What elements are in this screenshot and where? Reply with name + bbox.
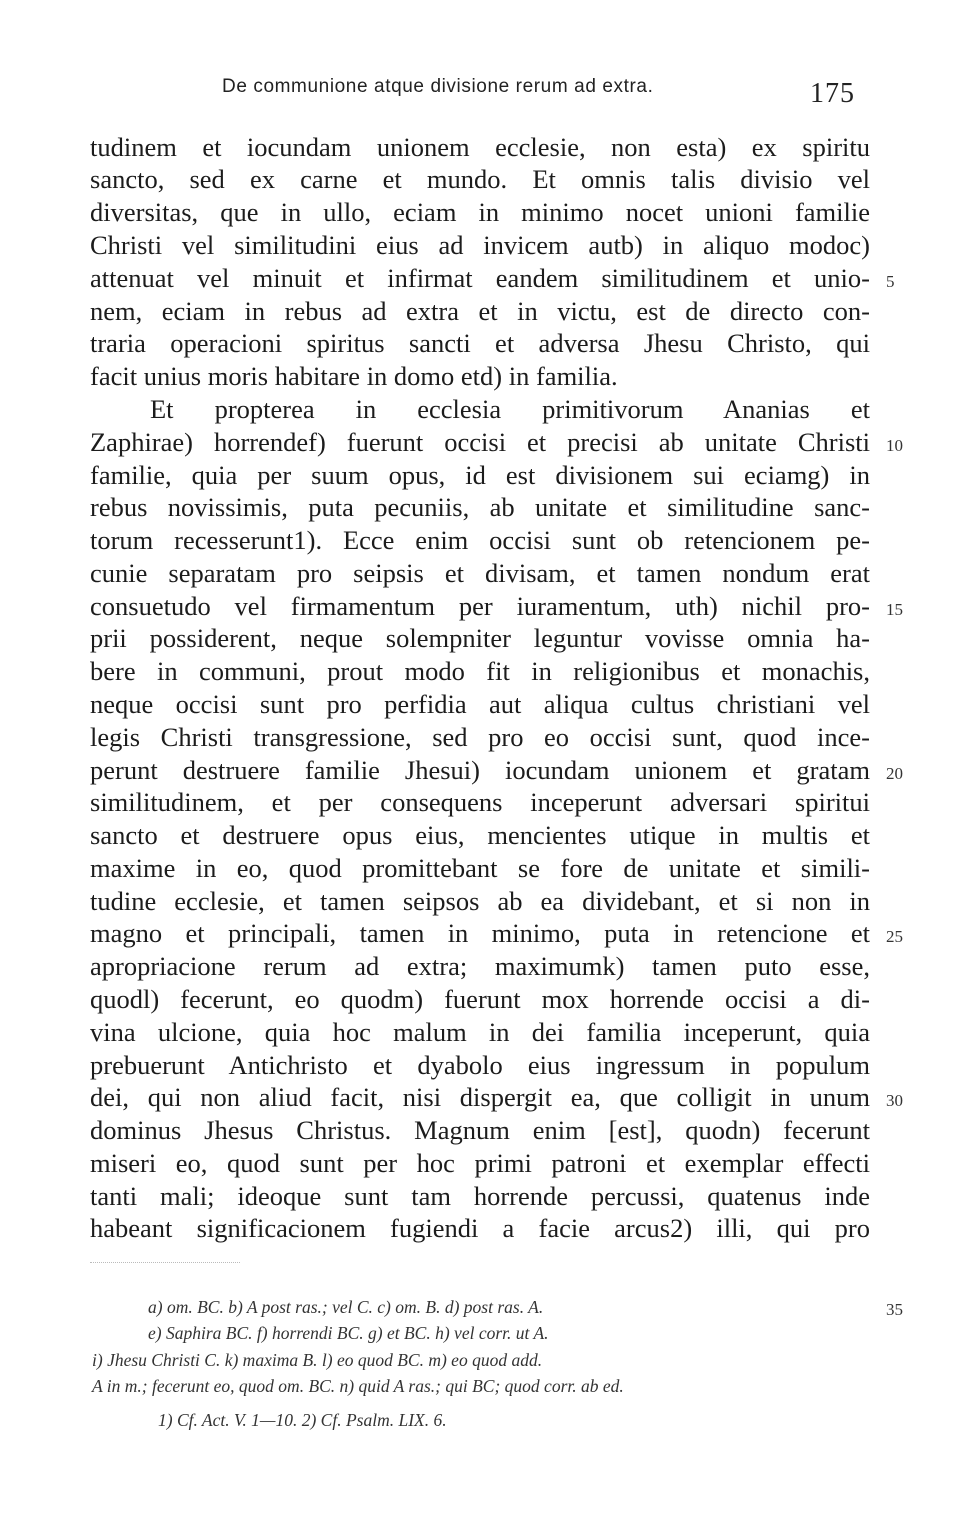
line-number: 15 [886,600,903,619]
text-line: tudine ecclesie, et tamen seipsos ab ea dividebant, et si non in [90,886,870,916]
footnote-line: i) Jhesu Christi C. k) maxima B. l) eo quod BC. m) eo quod add. [92,1350,543,1370]
line-number: 30 [886,1091,903,1110]
text-line: prebuerunt Antichristo et dyabolo eius ingressum in populum [90,1050,870,1080]
text-line: dominus Jhesus Christus. Magnum enim [est], quodn) fecerunt [90,1115,870,1145]
text-line: familie, quia per suum opus, id est divisionem sui eciamg) in [90,460,870,490]
line-number: 10 [886,436,903,455]
text-line: apropriacione rerum ad extra; maximumk) tamen puto esse, [90,951,870,981]
source-note: 1) Cf. Act. V. 1—10. 2) Cf. Psalm. LIX. 6. [158,1410,447,1430]
text-line: dei, qui non aliud facit, nisi dispergit ea, que colligit in unum [90,1082,870,1112]
footnote-line: A in m.; fecerunt eo, quod om. BC. n) quid A ras.; qui BC; quod corr. ab ed. [92,1376,624,1396]
text-line: miseri eo, quod sunt per hoc primi patroni et exemplar effecti [90,1148,870,1178]
text-line: similitudinem, et per consequens inceperunt adversari spiritui [90,787,870,817]
page-number: 175 [810,78,855,109]
text-line: legis Christi transgressione, sed pro eo occisi sunt, quod ince- [90,722,870,752]
text-line: facit unius moris habitare in domo etd) in familia. [90,361,618,391]
text-line: diversitas, que in ullo, eciam in minimo nocet unioni familie [90,197,870,227]
footnote-line: a) om. BC. b) A post ras.; vel C. c) om. B. d) post ras. A. [148,1297,544,1317]
text-line: torum recesserunt1). Ecce enim occisi sunt ob retencionem pe- [90,525,870,555]
line-number: 35 [886,1300,903,1319]
text-line: sancto, sed ex carne et mundo. Et omnis talis divisio vel [90,164,870,194]
text-line: Et propterea in ecclesia primitivorum Ananias et [150,394,870,424]
running-header: De communione atque divisione rerum ad extra. [222,76,654,97]
footnote-line: e) Saphira BC. f) horrendi BC. g) et BC. h) vel corr. ut A. [148,1323,549,1343]
text-line: perunt destruere familie Jhesui) iocundam unionem et gratam [90,755,870,785]
text-line: nem, eciam in rebus ad extra et in victu, est de directo con- [90,296,870,326]
text-line: quodl) fecerunt, eo quodm) fuerunt mox horrende occisi a di- [90,984,870,1014]
text-line: Zaphirae) horrendef) fuerunt occisi et precisi ab unitate Christi [90,427,870,457]
text-line: attenuat vel minuit et infirmat eandem similitudinem et unio- [90,263,870,293]
footnote-separator [90,1262,240,1263]
text-line: tudinem et iocundam unionem ecclesie, non esta) ex spiritu [90,132,870,162]
text-line: Christi vel similitudini eius ad invicem autb) in aliquo modoc) [90,230,870,260]
text-line: maxime in eo, quod promittebant se fore de unitate et simili- [90,853,870,883]
text-line: tanti mali; ideoque sunt tam horrende percussi, quatenus inde [90,1181,870,1211]
text-line: rebus novissimis, puta pecuniis, ab unitate et similitudine sanc- [90,492,870,522]
text-line: prii possiderent, neque solempniter leguntur vovisse omnia ha- [90,623,870,653]
text-line: habeant significacionem fugiendi a facie arcus2) illi, qui pro [90,1213,870,1243]
text-line: neque occisi sunt pro perfidia aut aliqua cultus christiani vel [90,689,870,719]
text-line: cunie separatam pro seipsis et divisam, et tamen nondum erat [90,558,870,588]
text-line: traria operacioni spiritus sancti et adversa Jhesu Christo, qui [90,328,870,358]
text-line: magno et principali, tamen in minimo, puta in retencione et [90,918,870,948]
text-line: consuetudo vel firmamentum per iuramentum, uth) nichil pro- [90,591,870,621]
text-line: sancto et destruere opus eius, mencientes utique in multis et [90,820,870,850]
line-number: 25 [886,927,903,946]
text-line: vina ulcione, quia hoc malum in dei familia inceperunt, quia [90,1017,870,1047]
line-number: 5 [886,272,895,291]
text-line: bere in communi, prout modo fit in religionibus et monachis, [90,656,870,686]
line-number: 20 [886,764,903,783]
